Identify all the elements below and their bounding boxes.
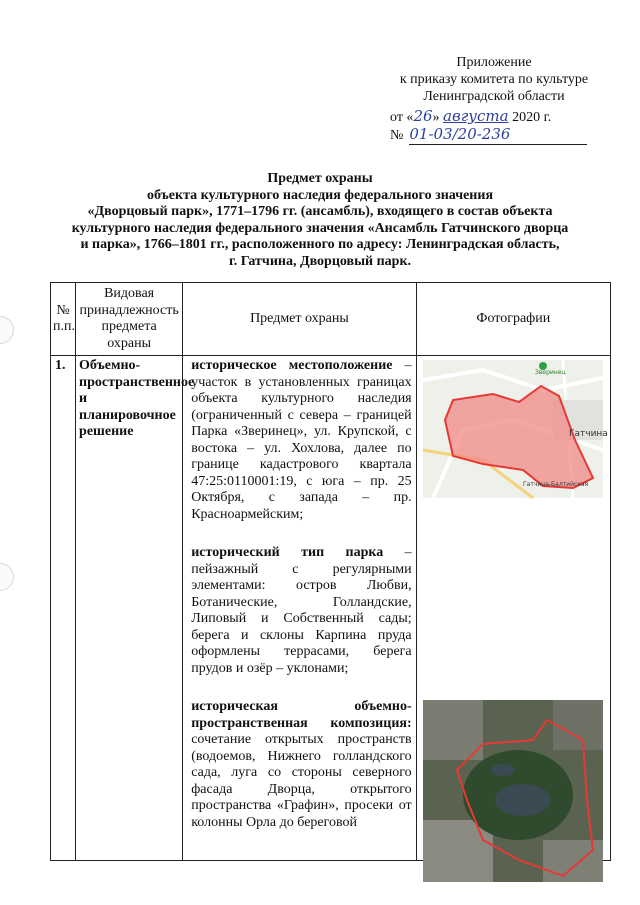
table-row xyxy=(51,356,611,861)
row-photos xyxy=(416,356,610,861)
document-title: Предмет охраны объекта культурного наследия федерального значения «Дворцовый парк», 1771–1796 гг. (ансамбль), входящего в состав объекта культурного наследия федерального значения «Ансамбль Гатчинского дворца и парка», 1766–1801 гг., расположенного по адресу: Ленинградская область, г. Гатчина, Дворцовый парк. xyxy=(71,171,569,269)
header-number: № п.п. xyxy=(51,283,76,356)
row-number: 1. xyxy=(51,356,76,861)
table-header-row xyxy=(51,283,611,356)
satellite-photo xyxy=(423,700,603,882)
header-subject: Предмет охраны xyxy=(183,283,416,356)
header-type: Видовая принадлежность предмета охраны xyxy=(76,283,183,356)
protection-item: историческая объемно-пространственная композиция: сочетание открытых пространств (водоемов, Нижнего голландского сада, луга со стороны северного фасада Дворца, открытого пространства «Графин», просеки от колонны Орла до береговой xyxy=(191,699,412,830)
appendix-line: Ленинградской области xyxy=(423,89,565,104)
protection-item: историческое местоположение – участок в установленных границах объекта культурного наследия (ограниченный с севера – границей Парка «Зверинец», ул. Крупской, с востока – ул. Хохлова, далее по границе кадастрового квартала 47:25:0110001:19, с юга – пр. 25 Октября, с запада – пр. Красноармейским; xyxy=(191,358,412,522)
protection-table xyxy=(50,282,611,861)
binder-hole xyxy=(0,316,14,344)
handwritten-number: 01-03/20-236 xyxy=(409,125,511,143)
handwritten-month: августа xyxy=(443,107,509,125)
order-number: № 01-03/20-236 xyxy=(390,125,587,145)
protection-item: исторический тип парка – пейзажный с регулярными элементами: остров Любви, Ботанические, Голландские, Липовый и Собственный сады; берега и склоны Карпина пруда оформлены террасами, берега прудов и озёр – уклонами; xyxy=(191,545,412,676)
handwritten-day: 26 xyxy=(413,107,433,125)
appendix-block xyxy=(384,54,604,105)
row-description xyxy=(183,356,416,861)
map-label-park: Зверинец xyxy=(534,369,566,376)
header-photos: Фотографии xyxy=(416,283,610,356)
appendix-line: Приложение xyxy=(456,55,532,70)
map-label-city: Гатчина xyxy=(568,429,608,439)
location-map-photo xyxy=(423,360,608,498)
order-date: от «26» августа 2020 г. xyxy=(390,107,552,125)
binder-hole xyxy=(0,563,14,591)
row-type: Объемно-пространственное и планировочное решение xyxy=(76,356,183,861)
appendix-line: к приказу комитета по культуре xyxy=(399,72,589,87)
map-label-station: Гатчина-Балтийская xyxy=(522,481,588,488)
